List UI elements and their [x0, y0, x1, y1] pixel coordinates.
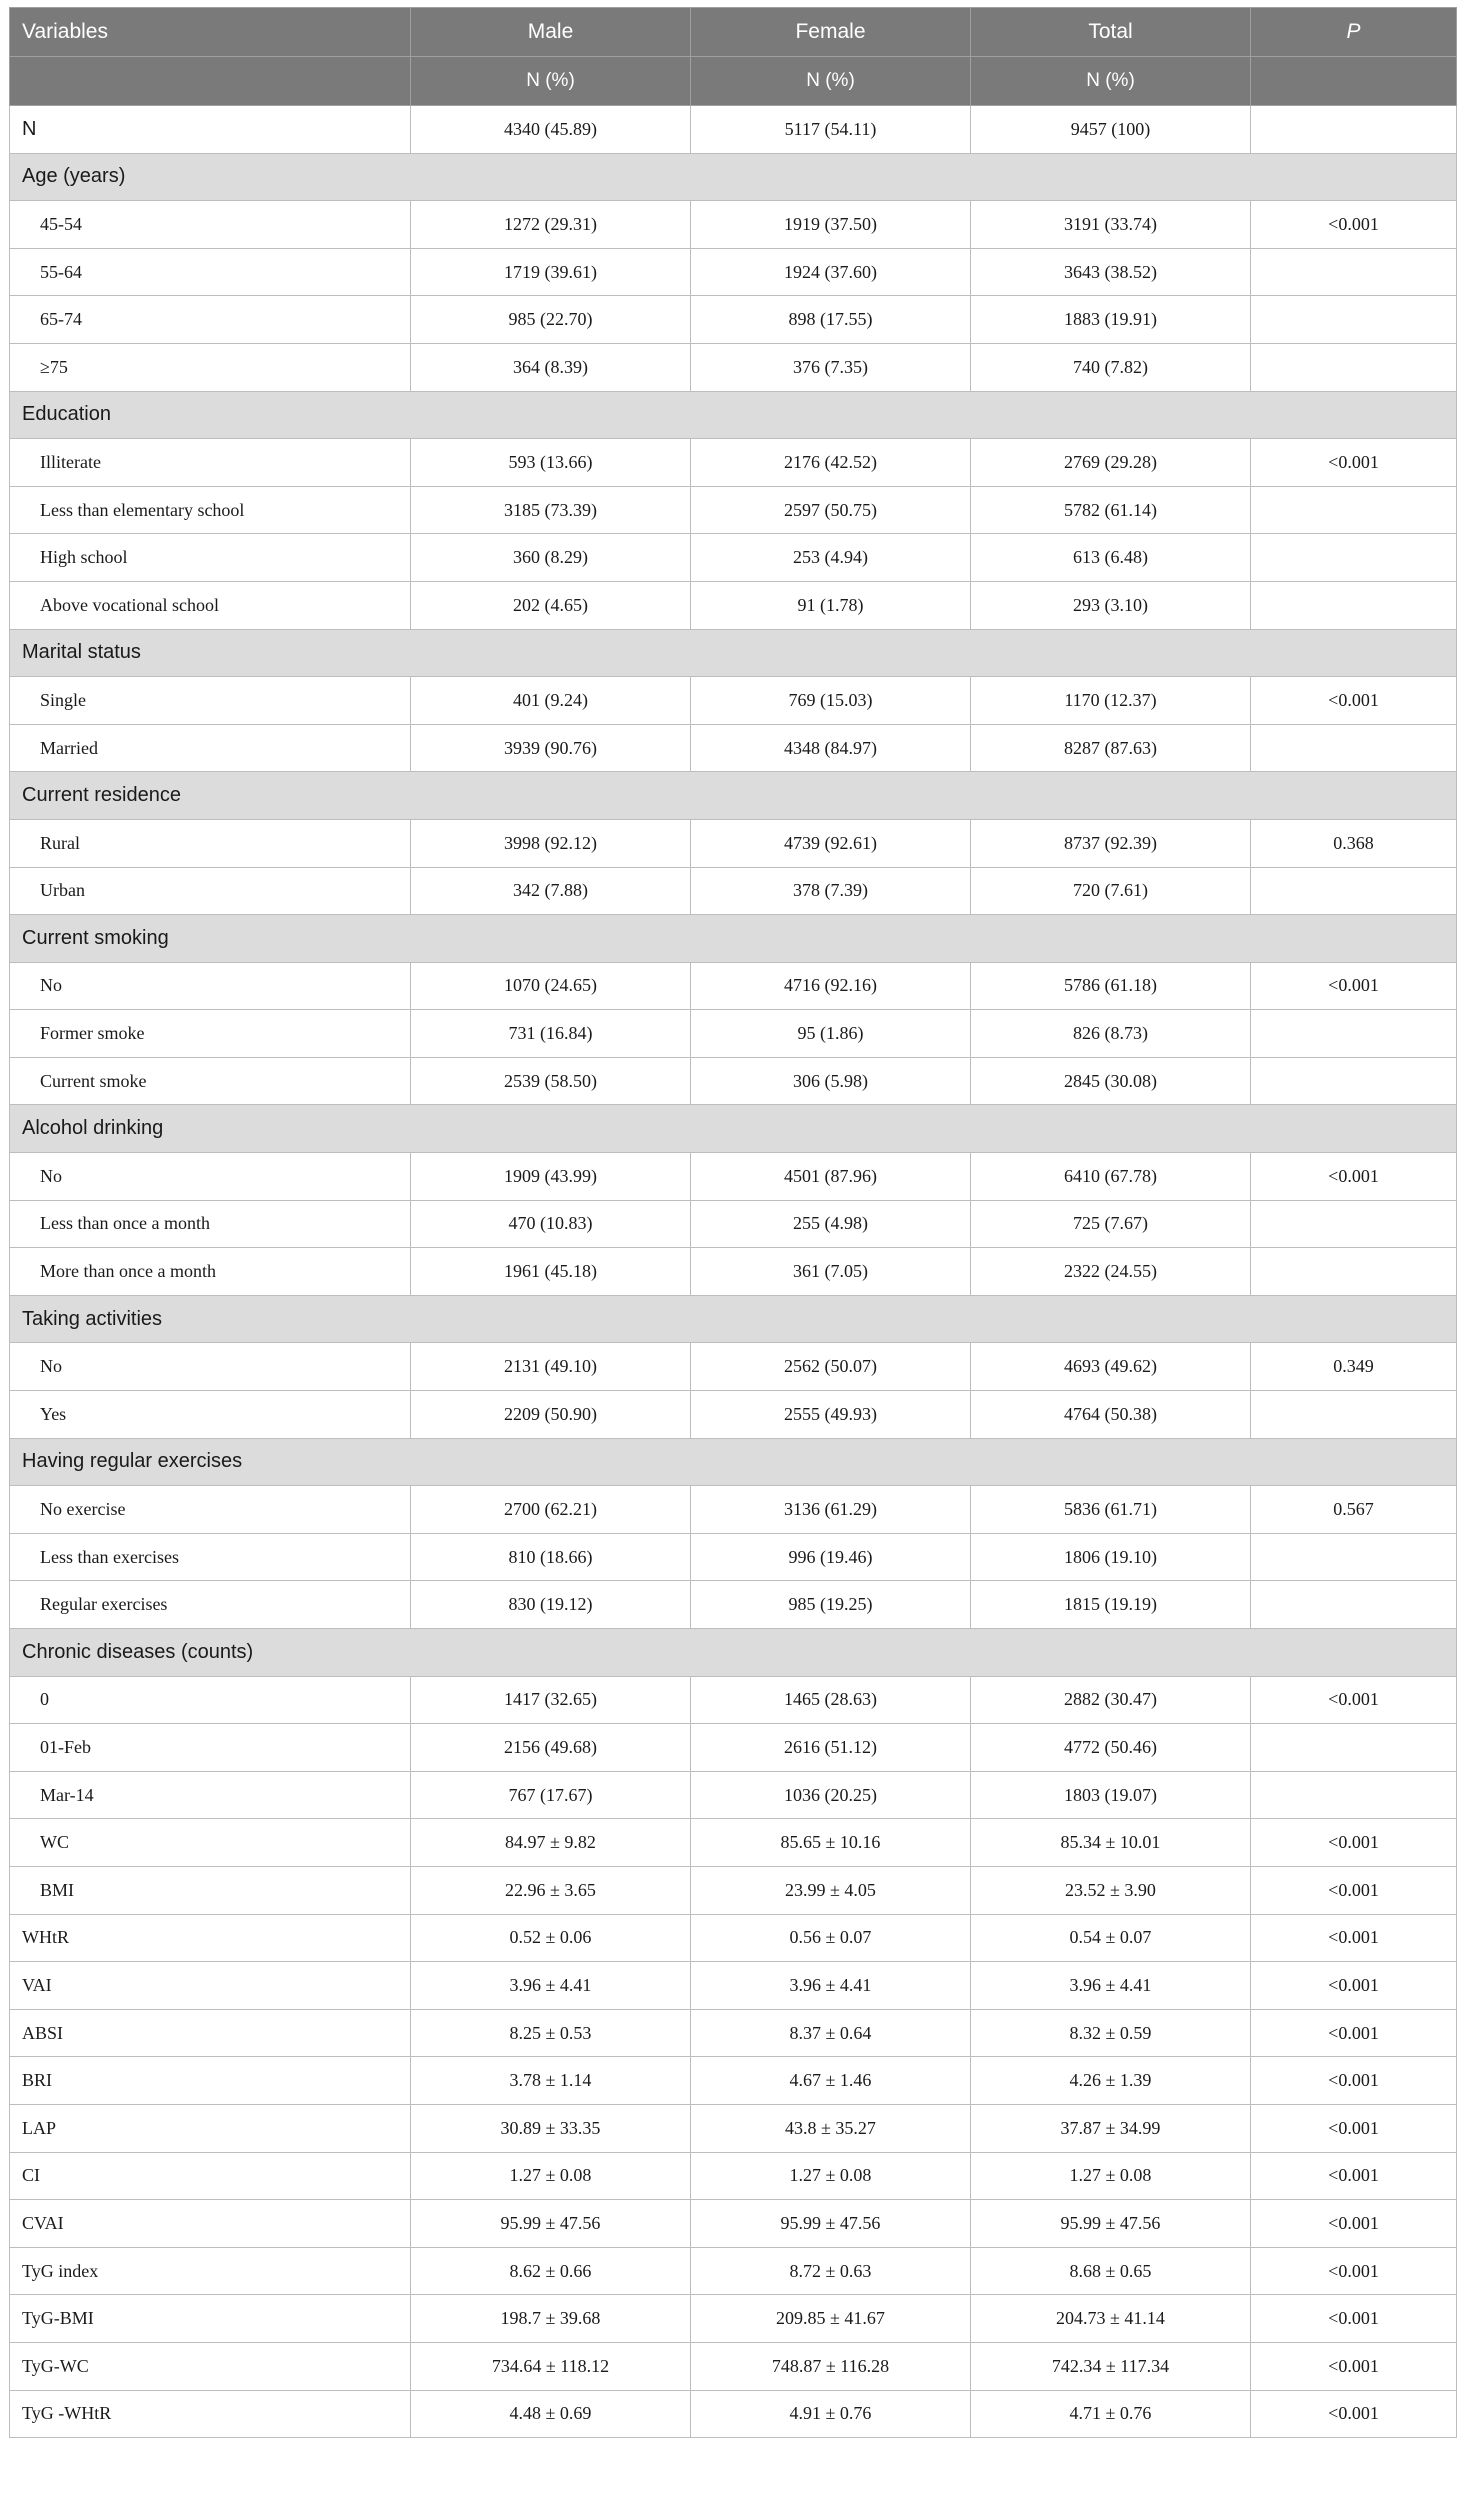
cell-male: 1719 (39.61) [411, 248, 691, 296]
table-row [10, 2104, 1457, 2152]
section-label: Alcohol drinking [10, 1105, 1457, 1153]
cell-female: 748.87 ± 116.28 [691, 2342, 971, 2390]
table-row [10, 439, 1457, 487]
cell-female: 0.56 ± 0.07 [691, 1914, 971, 1962]
cell-total: 8.32 ± 0.59 [971, 2009, 1251, 2057]
cell-p-value [1251, 486, 1457, 534]
table-row [10, 677, 1457, 725]
cell-female: 253 (4.94) [691, 534, 971, 582]
section-row [10, 772, 1457, 820]
cell-female: 1036 (20.25) [691, 1771, 971, 1819]
cell-total: 613 (6.48) [971, 534, 1251, 582]
cell-male: 734.64 ± 118.12 [411, 2342, 691, 2390]
cell-male: 1.27 ± 0.08 [411, 2152, 691, 2200]
cell-female: 255 (4.98) [691, 1200, 971, 1248]
section-label: Taking activities [10, 1295, 1457, 1343]
table-row [10, 2247, 1457, 2295]
subheader-male: N (%) [411, 57, 691, 106]
cell-male: 8.62 ± 0.66 [411, 2247, 691, 2295]
cell-total: 3.96 ± 4.41 [971, 1962, 1251, 2010]
cell-p-value [1251, 1010, 1457, 1058]
header-male: Male [411, 8, 691, 57]
cell-total: 2845 (30.08) [971, 1057, 1251, 1105]
cell-female: 1.27 ± 0.08 [691, 2152, 971, 2200]
cell-total: 5782 (61.14) [971, 486, 1251, 534]
cell-female: 95 (1.86) [691, 1010, 971, 1058]
cell-p-value [1251, 867, 1457, 915]
cell-total: 0.54 ± 0.07 [971, 1914, 1251, 1962]
cell-p-value: 0.349 [1251, 1343, 1457, 1391]
cell-female: 985 (19.25) [691, 1581, 971, 1629]
subheader-p-empty [1251, 57, 1457, 106]
cell-total: 6410 (67.78) [971, 1153, 1251, 1201]
row-label: Urban [10, 867, 411, 915]
cell-p-value: <0.001 [1251, 2295, 1457, 2343]
cell-male: 2131 (49.10) [411, 1343, 691, 1391]
cell-female: 3136 (61.29) [691, 1486, 971, 1534]
cell-female: 4.67 ± 1.46 [691, 2057, 971, 2105]
cell-p-value: <0.001 [1251, 2200, 1457, 2248]
cell-male: 2209 (50.90) [411, 1391, 691, 1439]
cell-p-value: <0.001 [1251, 2342, 1457, 2390]
cell-p-value [1251, 1200, 1457, 1248]
row-label: Regular exercises [10, 1581, 411, 1629]
table-row [10, 1153, 1457, 1201]
cell-female: 2176 (42.52) [691, 439, 971, 487]
row-label: TyG-BMI [10, 2295, 411, 2343]
section-label: Having regular exercises [10, 1438, 1457, 1486]
cell-p-value: <0.001 [1251, 1676, 1457, 1724]
cell-total: 5836 (61.71) [971, 1486, 1251, 1534]
cell-male: 1961 (45.18) [411, 1248, 691, 1296]
cell-p-value: <0.001 [1251, 1819, 1457, 1867]
table-row [10, 1010, 1457, 1058]
cell-male: 1909 (43.99) [411, 1153, 691, 1201]
subheader-row [10, 57, 1457, 106]
cell-female: 1924 (37.60) [691, 248, 971, 296]
cell-male: 4340 (45.89) [411, 106, 691, 154]
cell-p-value: <0.001 [1251, 2057, 1457, 2105]
table-row [10, 296, 1457, 344]
cell-total: 8287 (87.63) [971, 724, 1251, 772]
table-row [10, 581, 1457, 629]
cell-male: 1272 (29.31) [411, 201, 691, 249]
cell-total: 23.52 ± 3.90 [971, 1866, 1251, 1914]
cell-p-value: <0.001 [1251, 677, 1457, 725]
cell-total: 1883 (19.91) [971, 296, 1251, 344]
cell-total: 37.87 ± 34.99 [971, 2104, 1251, 2152]
row-label: N [10, 106, 411, 154]
cell-male: 810 (18.66) [411, 1533, 691, 1581]
row-label: Married [10, 724, 411, 772]
row-label: VAI [10, 1962, 411, 2010]
cell-total: 4.26 ± 1.39 [971, 2057, 1251, 2105]
row-label: Current smoke [10, 1057, 411, 1105]
cell-male: 2156 (49.68) [411, 1724, 691, 1772]
cell-p-value [1251, 1533, 1457, 1581]
cell-total: 1803 (19.07) [971, 1771, 1251, 1819]
row-label: Former smoke [10, 1010, 411, 1058]
table-row [10, 1200, 1457, 1248]
cell-p-value: <0.001 [1251, 2152, 1457, 2200]
cell-male: 1417 (32.65) [411, 1676, 691, 1724]
cell-total: 720 (7.61) [971, 867, 1251, 915]
row-label: WHtR [10, 1914, 411, 1962]
table-body [10, 106, 1457, 2438]
table-row [10, 2009, 1457, 2057]
table-row [10, 1343, 1457, 1391]
row-label: 65-74 [10, 296, 411, 344]
cell-male: 8.25 ± 0.53 [411, 2009, 691, 2057]
cell-male: 84.97 ± 9.82 [411, 1819, 691, 1867]
cell-female: 769 (15.03) [691, 677, 971, 725]
cell-male: 202 (4.65) [411, 581, 691, 629]
row-label: CVAI [10, 2200, 411, 2248]
cell-female: 209.85 ± 41.67 [691, 2295, 971, 2343]
cell-total: 2322 (24.55) [971, 1248, 1251, 1296]
cell-total: 725 (7.67) [971, 1200, 1251, 1248]
header-row [10, 8, 1457, 57]
cell-female: 2597 (50.75) [691, 486, 971, 534]
row-label: 0 [10, 1676, 411, 1724]
cell-male: 2539 (58.50) [411, 1057, 691, 1105]
cell-female: 4716 (92.16) [691, 962, 971, 1010]
cell-p-value [1251, 106, 1457, 154]
cell-female: 2555 (49.93) [691, 1391, 971, 1439]
cell-female: 5117 (54.11) [691, 106, 971, 154]
cell-male: 3.78 ± 1.14 [411, 2057, 691, 2105]
table-container [9, 7, 1456, 2438]
cell-female: 378 (7.39) [691, 867, 971, 915]
cell-male: 4.48 ± 0.69 [411, 2390, 691, 2438]
cell-female: 4739 (92.61) [691, 819, 971, 867]
row-label: Mar-14 [10, 1771, 411, 1819]
table-row [10, 2390, 1457, 2438]
section-label: Education [10, 391, 1457, 439]
header-p: P [1251, 8, 1457, 57]
cell-p-value [1251, 534, 1457, 582]
subheader-empty [10, 57, 411, 106]
cell-female: 91 (1.78) [691, 581, 971, 629]
table-row [10, 1962, 1457, 2010]
row-label: No [10, 962, 411, 1010]
cell-female: 43.8 ± 35.27 [691, 2104, 971, 2152]
cell-female: 376 (7.35) [691, 343, 971, 391]
cell-total: 1170 (12.37) [971, 677, 1251, 725]
demographics-table [9, 7, 1457, 2438]
section-row [10, 1105, 1457, 1153]
cell-female: 1919 (37.50) [691, 201, 971, 249]
table-row [10, 1914, 1457, 1962]
table-row [10, 1819, 1457, 1867]
cell-male: 3185 (73.39) [411, 486, 691, 534]
cell-female: 4501 (87.96) [691, 1153, 971, 1201]
row-label: CI [10, 2152, 411, 2200]
cell-female: 361 (7.05) [691, 1248, 971, 1296]
cell-male: 360 (8.29) [411, 534, 691, 582]
table-row [10, 106, 1457, 154]
row-label: Illiterate [10, 439, 411, 487]
table-row [10, 201, 1457, 249]
cell-male: 22.96 ± 3.65 [411, 1866, 691, 1914]
cell-p-value [1251, 1581, 1457, 1629]
table-row [10, 2152, 1457, 2200]
table-row [10, 486, 1457, 534]
row-label: Less than exercises [10, 1533, 411, 1581]
section-row [10, 391, 1457, 439]
section-row [10, 1438, 1457, 1486]
table-row [10, 1057, 1457, 1105]
row-label: Yes [10, 1391, 411, 1439]
subheader-female: N (%) [691, 57, 971, 106]
row-label: TyG-WC [10, 2342, 411, 2390]
header-total: Total [971, 8, 1251, 57]
table-row [10, 1486, 1457, 1534]
cell-total: 85.34 ± 10.01 [971, 1819, 1251, 1867]
row-label: Above vocational school [10, 581, 411, 629]
cell-p-value: <0.001 [1251, 2247, 1457, 2295]
cell-male: 198.7 ± 39.68 [411, 2295, 691, 2343]
row-label: No [10, 1343, 411, 1391]
cell-female: 2616 (51.12) [691, 1724, 971, 1772]
cell-male: 3.96 ± 4.41 [411, 1962, 691, 2010]
cell-total: 5786 (61.18) [971, 962, 1251, 1010]
cell-total: 826 (8.73) [971, 1010, 1251, 1058]
cell-male: 767 (17.67) [411, 1771, 691, 1819]
row-label: More than once a month [10, 1248, 411, 1296]
cell-p-value: <0.001 [1251, 1914, 1457, 1962]
cell-p-value: <0.001 [1251, 1962, 1457, 2010]
cell-p-value: <0.001 [1251, 439, 1457, 487]
cell-male: 364 (8.39) [411, 343, 691, 391]
row-label: ABSI [10, 2009, 411, 2057]
table-row [10, 2057, 1457, 2105]
cell-female: 306 (5.98) [691, 1057, 971, 1105]
cell-total: 8737 (92.39) [971, 819, 1251, 867]
cell-p-value: <0.001 [1251, 962, 1457, 1010]
table-header [10, 8, 1457, 106]
row-label: BRI [10, 2057, 411, 2105]
cell-p-value [1251, 248, 1457, 296]
table-row [10, 534, 1457, 582]
cell-p-value [1251, 581, 1457, 629]
table-row [10, 1676, 1457, 1724]
cell-male: 342 (7.88) [411, 867, 691, 915]
cell-p-value: 0.368 [1251, 819, 1457, 867]
table-row [10, 1866, 1457, 1914]
table-row [10, 2295, 1457, 2343]
table-row [10, 343, 1457, 391]
row-label: No exercise [10, 1486, 411, 1534]
row-label: ≥75 [10, 343, 411, 391]
table-row [10, 248, 1457, 296]
section-label: Age (years) [10, 153, 1457, 201]
section-row [10, 153, 1457, 201]
cell-total: 2882 (30.47) [971, 1676, 1251, 1724]
cell-male: 470 (10.83) [411, 1200, 691, 1248]
cell-total: 4.71 ± 0.76 [971, 2390, 1251, 2438]
cell-male: 2700 (62.21) [411, 1486, 691, 1534]
table-row [10, 1391, 1457, 1439]
cell-total: 95.99 ± 47.56 [971, 2200, 1251, 2248]
cell-total: 4693 (49.62) [971, 1343, 1251, 1391]
cell-male: 593 (13.66) [411, 439, 691, 487]
cell-total: 3191 (33.74) [971, 201, 1251, 249]
row-label: 45-54 [10, 201, 411, 249]
cell-total: 204.73 ± 41.14 [971, 2295, 1251, 2343]
section-row [10, 915, 1457, 963]
table-row [10, 819, 1457, 867]
table-row [10, 1248, 1457, 1296]
cell-male: 830 (19.12) [411, 1581, 691, 1629]
table-row [10, 1771, 1457, 1819]
cell-p-value: <0.001 [1251, 2009, 1457, 2057]
table-row [10, 724, 1457, 772]
cell-p-value [1251, 1771, 1457, 1819]
table-row [10, 2200, 1457, 2248]
cell-male: 985 (22.70) [411, 296, 691, 344]
row-label: Single [10, 677, 411, 725]
cell-total: 293 (3.10) [971, 581, 1251, 629]
section-row [10, 629, 1457, 677]
cell-total: 1806 (19.10) [971, 1533, 1251, 1581]
row-label: TyG -WHtR [10, 2390, 411, 2438]
cell-p-value [1251, 343, 1457, 391]
cell-male: 30.89 ± 33.35 [411, 2104, 691, 2152]
row-label: WC [10, 1819, 411, 1867]
row-label: High school [10, 534, 411, 582]
cell-total: 1815 (19.19) [971, 1581, 1251, 1629]
cell-female: 8.72 ± 0.63 [691, 2247, 971, 2295]
cell-p-value [1251, 1391, 1457, 1439]
cell-female: 8.37 ± 0.64 [691, 2009, 971, 2057]
row-label: 01-Feb [10, 1724, 411, 1772]
cell-female: 1465 (28.63) [691, 1676, 971, 1724]
row-label: TyG index [10, 2247, 411, 2295]
row-label: No [10, 1153, 411, 1201]
cell-female: 898 (17.55) [691, 296, 971, 344]
cell-male: 3998 (92.12) [411, 819, 691, 867]
cell-male: 1070 (24.65) [411, 962, 691, 1010]
cell-p-value: <0.001 [1251, 1153, 1457, 1201]
cell-female: 2562 (50.07) [691, 1343, 971, 1391]
cell-p-value: <0.001 [1251, 1866, 1457, 1914]
cell-female: 85.65 ± 10.16 [691, 1819, 971, 1867]
cell-male: 731 (16.84) [411, 1010, 691, 1058]
table-row [10, 2342, 1457, 2390]
section-label: Current smoking [10, 915, 1457, 963]
row-label: LAP [10, 2104, 411, 2152]
cell-p-value: <0.001 [1251, 2104, 1457, 2152]
row-label: Less than elementary school [10, 486, 411, 534]
cell-p-value: <0.001 [1251, 201, 1457, 249]
cell-p-value: 0.567 [1251, 1486, 1457, 1534]
table-row [10, 962, 1457, 1010]
cell-total: 4764 (50.38) [971, 1391, 1251, 1439]
cell-male: 0.52 ± 0.06 [411, 1914, 691, 1962]
cell-total: 4772 (50.46) [971, 1724, 1251, 1772]
cell-female: 23.99 ± 4.05 [691, 1866, 971, 1914]
section-label: Current residence [10, 772, 1457, 820]
cell-female: 3.96 ± 4.41 [691, 1962, 971, 2010]
cell-female: 95.99 ± 47.56 [691, 2200, 971, 2248]
section-row [10, 1295, 1457, 1343]
section-row [10, 1629, 1457, 1677]
cell-total: 3643 (38.52) [971, 248, 1251, 296]
cell-p-value [1251, 1248, 1457, 1296]
header-variables: Variables [10, 8, 411, 57]
cell-total: 2769 (29.28) [971, 439, 1251, 487]
table-row [10, 1724, 1457, 1772]
cell-p-value [1251, 1724, 1457, 1772]
cell-male: 3939 (90.76) [411, 724, 691, 772]
subheader-total: N (%) [971, 57, 1251, 106]
cell-male: 401 (9.24) [411, 677, 691, 725]
section-label: Marital status [10, 629, 1457, 677]
cell-p-value [1251, 296, 1457, 344]
header-female: Female [691, 8, 971, 57]
cell-total: 1.27 ± 0.08 [971, 2152, 1251, 2200]
cell-p-value [1251, 724, 1457, 772]
cell-female: 996 (19.46) [691, 1533, 971, 1581]
row-label: Rural [10, 819, 411, 867]
cell-p-value [1251, 1057, 1457, 1105]
cell-total: 8.68 ± 0.65 [971, 2247, 1251, 2295]
row-label: BMI [10, 1866, 411, 1914]
row-label: 55-64 [10, 248, 411, 296]
row-label: Less than once a month [10, 1200, 411, 1248]
table-row [10, 867, 1457, 915]
cell-female: 4348 (84.97) [691, 724, 971, 772]
cell-total: 9457 (100) [971, 106, 1251, 154]
cell-female: 4.91 ± 0.76 [691, 2390, 971, 2438]
cell-total: 742.34 ± 117.34 [971, 2342, 1251, 2390]
table-row [10, 1581, 1457, 1629]
cell-male: 95.99 ± 47.56 [411, 2200, 691, 2248]
section-label: Chronic diseases (counts) [10, 1629, 1457, 1677]
cell-total: 740 (7.82) [971, 343, 1251, 391]
cell-p-value: <0.001 [1251, 2390, 1457, 2438]
table-row [10, 1533, 1457, 1581]
